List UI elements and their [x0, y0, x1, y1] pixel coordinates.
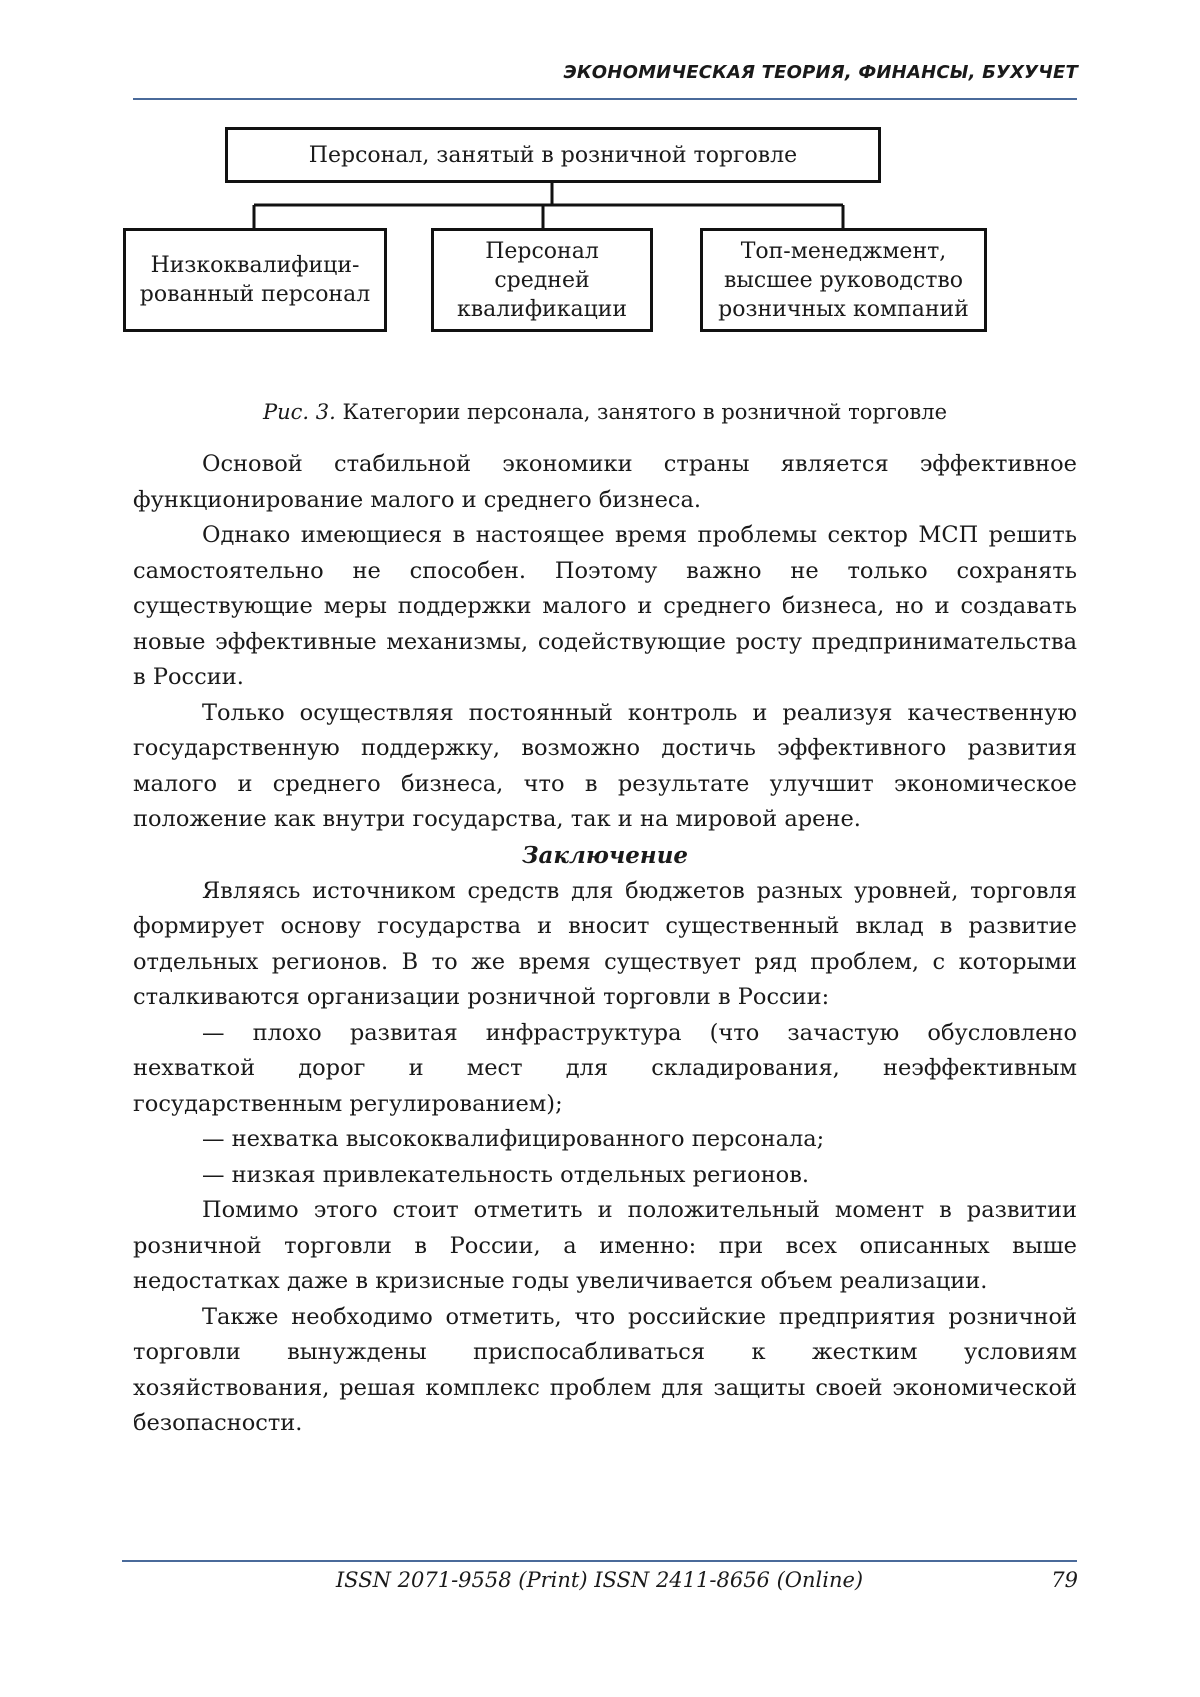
paragraph-5: Помимо этого стоит отметить и положительный момент в развитии розничной торговли в России, а именно: при всех описанных выше недостатках даже в кризисные годы увеличивается объем реализации. — [133, 1197, 1077, 1294]
paragraph-2: Однако имеющиеся в настоящее время проблемы сектор МСП решить самостоятельно не способен. Поэтому важно не только сохранять существующие меры поддержки малого и среднего бизнеса, но и создавать новые эффективные механизмы, содействующие росту предпринимательства в России. — [133, 522, 1077, 690]
figure-root-box: Персонал, занятый в розничной торговле — [225, 127, 881, 183]
figure-child-mid-skill: Персонал средней квалификации — [431, 228, 653, 332]
footer-rule — [122, 1560, 1077, 1562]
bullet-item-2: — нехватка высококвалифицированного персонала; — [202, 1126, 825, 1152]
bullet-item-3: — низкая привлекательность отдельных регионов. — [202, 1161, 810, 1188]
figure-caption — [133, 398, 1077, 426]
paragraph-6: Также необходимо отметить, что российские предприятия розничной торговли вынуждены приспосабливаться к жестким условиям хозяйствования, решая комплекс проблем для защиты своей экономической безопасности. — [133, 1303, 1077, 1436]
section-title-conclusion: Заключение — [521, 841, 689, 869]
figure-caption-label: Рис. 3. — [262, 400, 336, 424]
bullet-item-1: — плохо развитая инфраструктура (что зачастую обусловлено нехваткой дорог и мест для складирования, неэффективным государственным регулированием); — [133, 1019, 1077, 1117]
figure-caption-text: Категории персонала, занятого в розничной торговле — [335, 400, 948, 424]
paragraph-3: Только осуществляя постоянный контроль и реализуя качественную государственную поддержку, возможно достичь эффективного развития малого и среднего бизнеса, что в результате улучшит экономическое положение как внутри государства, так и на мировой арене. — [133, 699, 1077, 832]
running-header: ЭКОНОМИЧЕСКАЯ ТЕОРИЯ, ФИНАНСЫ, БУХУЧЕТ — [563, 62, 1078, 83]
header-rule — [133, 98, 1077, 100]
figure-child-top-management: Топ-менеджмент, высшее руководство розничных компаний — [700, 228, 987, 332]
paragraph-4: Являясь источником средств для бюджетов разных уровней, торговля формирует основу государства и вносит существенный вклад в развитие отдельных регионов. В то же время существует ряд проблем, с которыми сталкиваются организации розничной торговли в России: — [133, 877, 1077, 1010]
footer-issn: ISSN 2071-9558 (Print) ISSN 2411-8656 (Online) — [335, 1568, 864, 1592]
article-body — [133, 447, 1077, 1442]
paragraph-1: Основой стабильной экономики страны является эффективное функционирование малого и среднего бизнеса. — [133, 451, 1077, 513]
page-number: 79 — [1051, 1568, 1078, 1592]
figure-child-low-skill: Низкоквалифици-рованный персонал — [123, 228, 387, 332]
